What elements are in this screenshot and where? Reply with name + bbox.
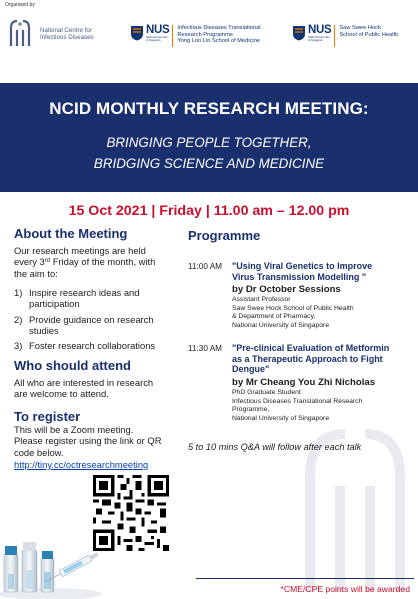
programme-heading: Programme [188, 228, 261, 243]
logo-divider [334, 25, 335, 47]
talk-time: 11:00 AM [188, 262, 222, 271]
registration-link[interactable]: http://tiny.cc/octresearchmeeting [14, 459, 149, 470]
qa-note: 5 to 10 mins Q&A will follow after each talk [188, 442, 362, 452]
nus-idtrp-logo: NUS National University of Singapore Infectious Diseases Translational Research Programme Yong Loo Lin School of Medicine [130, 25, 261, 47]
banner-subtitle-line2: BRIDGING SCIENCE AND MEDICINE [93, 156, 325, 171]
cme-note: *CME/CPE points will be awarded [280, 584, 410, 594]
ncid-logo [8, 18, 34, 48]
ncid-name: National Centre for Infectious Diseases [40, 27, 94, 42]
audience-heading: Who should attend [14, 358, 131, 373]
logo-divider [172, 25, 173, 47]
register-text: This will be a Zoom meeting. Please register using the link or QR code below. [14, 424, 162, 458]
organised-by-label: Organised by [5, 2, 35, 8]
talk-speaker: by Mr Cheang You Zhi Nicholas [232, 377, 376, 388]
meeting-title: NCID MONTHLY RESEARCH MEETING: [49, 99, 369, 118]
about-intro: Our research meetings are held every 3rd Friday of the month, with the aim to: [14, 245, 156, 279]
title-banner [0, 83, 418, 192]
talk-title: "Pre-clinical Evaluation of Metformin as a Therapeutic Approach to Fight Dengue" [232, 343, 390, 375]
nus-crest-icon [130, 25, 144, 41]
banner-subtitle-line1: BRINGING PEOPLE TOGETHER, [106, 135, 312, 150]
event-date-time: 15 Oct 2021 | Friday | 11.00 am – 12.00 pm [68, 203, 350, 219]
audience-text: All who are interested in research are welcome to attend. [14, 377, 154, 400]
nus-crest-icon [292, 25, 306, 41]
sph-name: Saw Swee Hock School of Public Health [339, 25, 399, 38]
footer-divider [196, 578, 414, 579]
talk-title: "Using Viral Genetics to Improve Virus Transmission Modelling " [232, 261, 373, 282]
talk-affiliation: Assistant Professor Saw Swee Hock School of Public Health & Department of Pharmacy, National University of Singapore [232, 296, 354, 329]
aim-item: 1) Inspire research ideas and participation [14, 287, 140, 310]
about-heading: About the Meeting [14, 226, 128, 241]
talk-affiliation: PhD Graduate Student Infectious Diseases Translational Research Programme, National University of Singapore [232, 389, 363, 422]
talk-time: 11:30 AM [188, 344, 222, 353]
nus-sph-logo: NUS National University of Singapore Saw Swee Hock School of Public Health [292, 25, 398, 47]
nus-wordmark: NUS [146, 24, 170, 36]
register-heading: To register [14, 409, 81, 424]
talk-speaker: by Dr October Sessions [232, 284, 341, 295]
aim-item: 2) Provide guidance on research studies [14, 314, 154, 337]
nus-wordmark: NUS [308, 24, 332, 36]
vaccine-vials-illustration [0, 524, 106, 599]
idtrp-name: Infectious Diseases Translational Research Programme Yong Loo Lin School of Medicine [177, 25, 261, 45]
aim-item: 3) Foster research collaborations [14, 340, 156, 351]
